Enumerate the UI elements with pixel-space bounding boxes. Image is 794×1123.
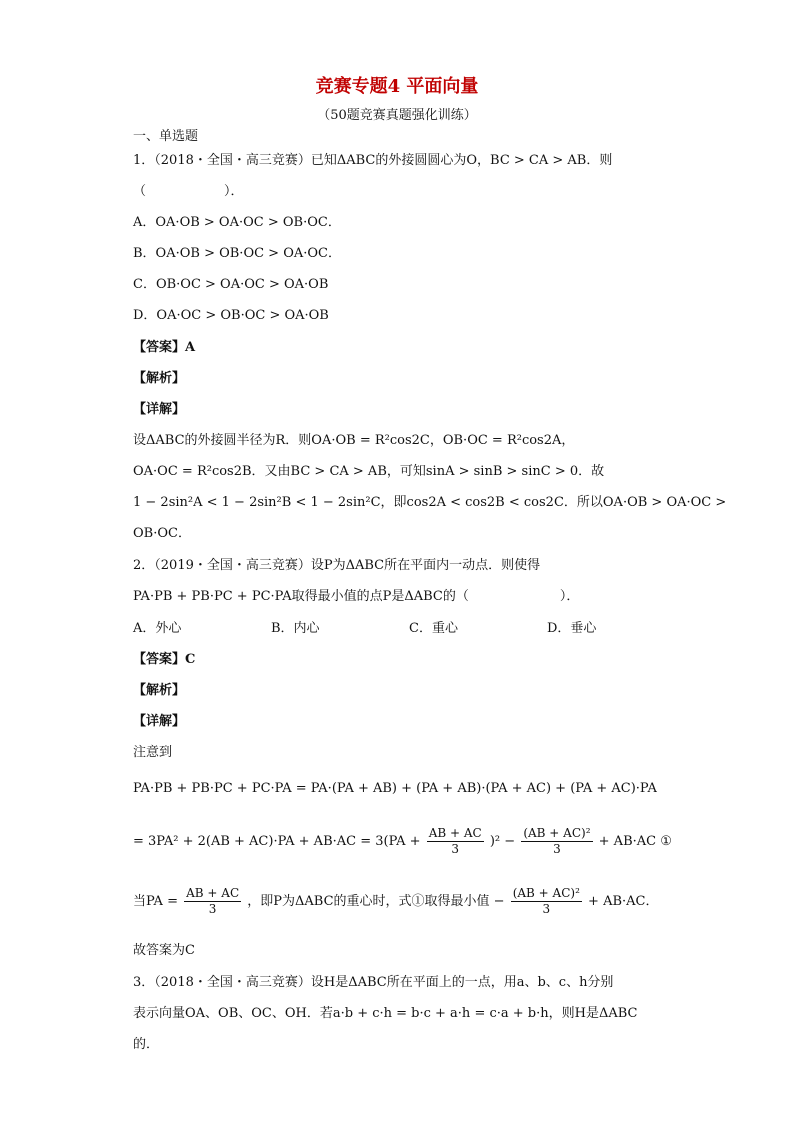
q2-eq2-frac1-denominator: 3 — [451, 842, 460, 856]
q1-solution-line-4: OB·OC． — [133, 526, 191, 541]
q1-analysis-label: 【解析】 — [133, 371, 186, 386]
q2-option-a: A．外心 — [133, 621, 182, 636]
q2-equation-1: PA·PB + PB·PC + PC·PA = PA·(PA + AB) + (PA + AB)·(PA + AC) + (PA + AC)·PA — [133, 781, 657, 796]
q2-eq3-frac2-numerator: (AB + AC)² — [512, 886, 580, 900]
q2-eq3-part-c: + AB·AC． — [588, 894, 659, 909]
page-title: 竞赛专题4 平面向量 — [315, 76, 479, 97]
q3-stem-3: 的． — [133, 1037, 160, 1052]
q2-eq2-fraction-1 — [427, 826, 484, 857]
q2-eq3-part-a: 当PA = — [133, 894, 178, 909]
q2-equation-2 — [133, 826, 672, 857]
q1-solution-line-1: 设ΔABC的外接圆半径为R．则OA·OB = R²cos2C，OB·OC = R²cos2A， — [133, 433, 575, 448]
q2-options — [133, 620, 685, 638]
q2-conclusion: 故答案为C — [133, 943, 195, 958]
q3-stem-2: 表示向量OA、OB、OC、OH．若a·b + c·h = b·c + a·h = c·a + b·h，则H是ΔABC — [133, 1006, 638, 1021]
q2-eq2-part-c: + AB·AC ① — [598, 834, 672, 849]
q2-option-c: C．重心 — [409, 621, 458, 636]
q2-option-d: D．垂心 — [547, 621, 597, 636]
q2-eq2-part-b: )² − — [489, 834, 516, 849]
page-subtitle: （50题竞赛真题强化训练） — [317, 108, 477, 123]
q2-eq2-fraction-2 — [521, 826, 592, 857]
q2-stem: 2．（2019・全国・高三竞赛）设P为ΔABC所在平面内一动点．则使得 — [133, 558, 541, 573]
q3-stem: 3．（2018・全国・高三竞赛）设H是ΔABC所在平面上的一点，用a、b、c、h分别 — [133, 975, 614, 990]
q1-blank: （ ）． — [133, 184, 244, 199]
q2-equation-3 — [133, 886, 658, 917]
q2-eq2-frac1-numerator: AB + AC — [428, 826, 482, 840]
q1-option-c: C．OB·OC > OA·OC > OA·OB — [133, 277, 329, 292]
q2-eq2-frac2-denominator: 3 — [553, 842, 561, 856]
q1-detail-label: 【详解】 — [133, 402, 186, 417]
q2-eq3-frac2-denominator: 3 — [542, 902, 551, 916]
q2-option-b: B．内心 — [271, 621, 320, 636]
q2-eq3-frac1-denominator: 3 — [208, 902, 217, 916]
q2-detail-label: 【详解】 — [133, 714, 186, 729]
q2-note: 注意到 — [133, 745, 173, 760]
q1-solution-line-2: OA·OC = R²cos2B．又由BC > CA > AB，可知sinA > sinB > sinC > 0．故 — [133, 464, 605, 479]
q1-solution-line-3: 1 − 2sin²A < 1 − 2sin²B < 1 − 2sin²C，即cos2A < cos2B < cos2C．所以OA·OB > OA·OC > — [133, 495, 727, 510]
q1-stem: 1．（2018・全国・高三竞赛）已知ΔABC的外接圆圆心为O，BC > CA > AB．则 — [133, 153, 613, 168]
q1-answer: 【答案】A — [133, 340, 196, 355]
q2-eq2-frac2-numerator: (AB + AC)² — [523, 826, 591, 840]
section-heading: 一、单选题 — [133, 129, 199, 144]
q2-eq2-part-a: = 3PA² + 2(AB + AC)·PA + AB·AC = 3(PA + — [133, 834, 421, 849]
q2-eq3-fraction-1 — [184, 886, 241, 917]
q2-eq3-frac1-numerator: AB + AC — [186, 886, 240, 900]
q1-option-b: B．OA·OB > OB·OC > OA·OC． — [133, 246, 341, 261]
q2-eq3-part-b: ，即P为ΔABC的重心时，式①取得最小值 − — [247, 894, 505, 909]
q2-eq3-fraction-2 — [511, 886, 582, 917]
q2-answer: 【答案】C — [133, 652, 196, 667]
q2-stem-2: PA·PB + PB·PC + PC·PA取得最小值的点P是ΔABC的（ ）． — [133, 589, 580, 604]
q1-option-d: D．OA·OC > OB·OC > OA·OB — [133, 308, 329, 323]
q2-analysis-label: 【解析】 — [133, 683, 186, 698]
q1-option-a: A．OA·OB > OA·OC > OB·OC． — [133, 215, 341, 230]
